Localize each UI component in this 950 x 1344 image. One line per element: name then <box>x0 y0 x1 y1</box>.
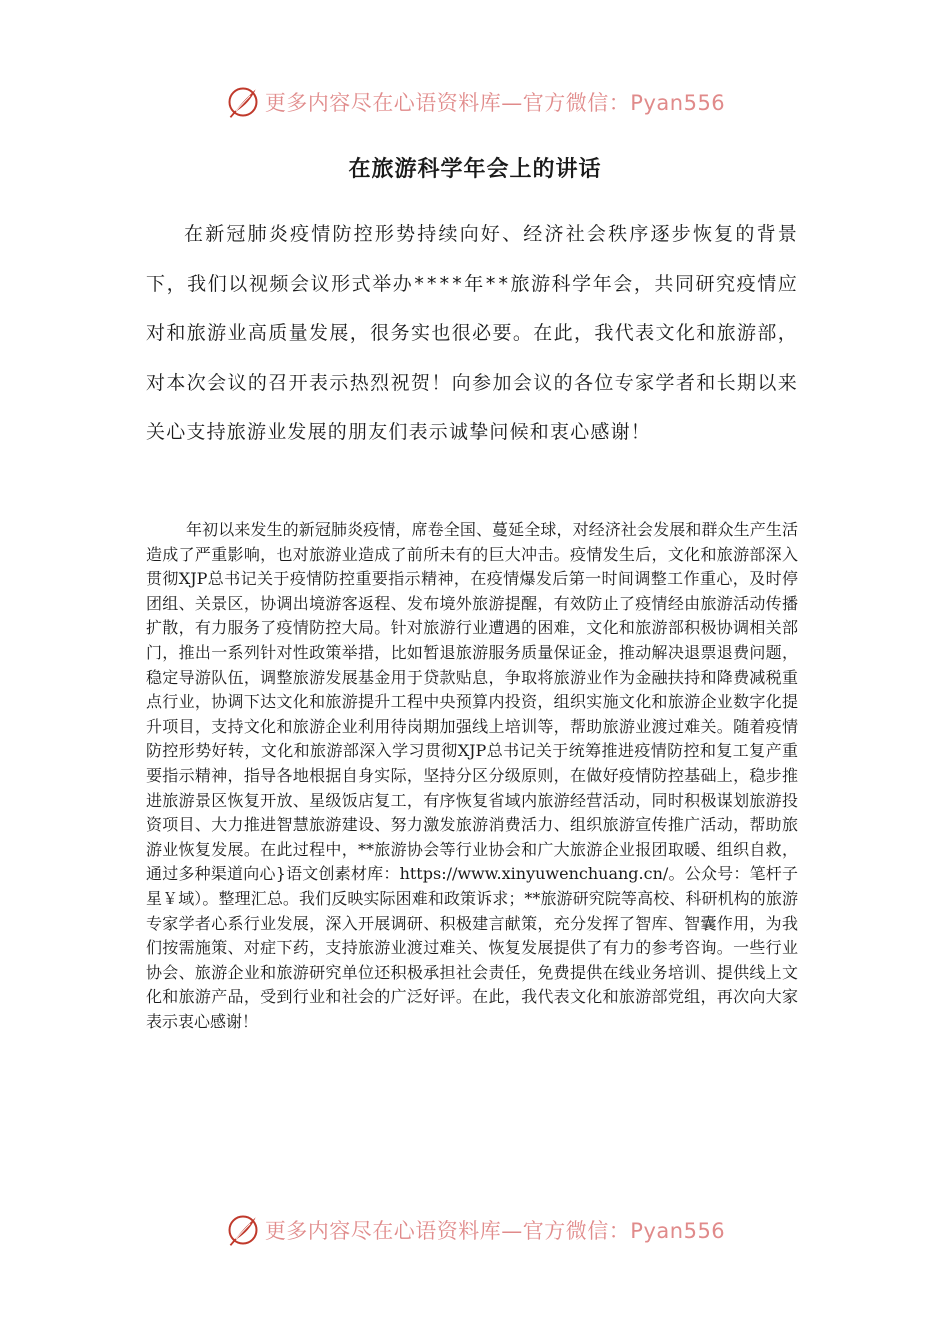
feather-pen-icon <box>225 1212 261 1248</box>
watermark-text: 更多内容尽在心语资料库—官方微信：Pyan556 <box>264 1219 726 1243</box>
watermark-text: 更多内容尽在心语资料库—官方微信：Pyan556 <box>264 91 726 115</box>
body-paragraph: 年初以来发生的新冠肺炎疫情，席卷全国、蔓延全球，对经济社会发展和群众生产生活造成了严重影响，也对旅游业造成了前所未有的巨大冲击。疫情发生后，文化和旅游部深入贯彻XJP总书记关于疫情防控重要指示精神，在疫情爆发后第一时间调整工作重心，及时停团组、关景区，协调出境游客返程、发布境外旅游提醒，有效防止了疫情经由旅游活动传播扩散，有力服务了疫情防控大局。针对旅游行业遭遇的困难，文化和旅游部积极协调相关部门，推出一系列针对性政策举措，比如暂退旅游服务质量保证金，推动解决退票退费问题，稳定导游队伍，调整旅游发展基金用于贷款贴息，争取将旅游业作为金融扶持和降费减税重点行业，协调下达文化和旅游提升工程中央预算内投资，组织实施文化和旅游企业数字化提升项目，支持文化和旅游企业利用待岗期加强线上培训等，帮助旅游业渡过难关。随着疫情防控形势好转，文化和旅游部深入学习贯彻XJP总书记关于统筹推进疫情防控和复工复产重要指示精神，指导各地根据自身实际，坚持分区分级原则，在做好疫情防控基础上，稳步推进旅游景区恢复开放、星级饭店复工，有序恢复省域内旅游经营活动，同时积极谋划旅游投资项目、大力推进智慧旅游建设、努力激发旅游消费活力、组织旅游宣传推广活动，帮助旅游业恢复发展。在此过程中，**旅游协会等行业协会和广大旅游企业报团取暖、组织自救，通过多种渠道向心}语文创素材库：https://www.xinyuwenchuang.cn/。公众号：笔杆子星￥域）。整理汇总。我们反映实际困难和政策诉求；**旅游研究院等高校、科研机构的旅游专家学者心系行业发展，深入开展调研、积极建言献策，充分发挥了智库、智囊作用，为我们按需施策、对症下药，支持旅游业渡过难关、恢复发展提供了有力的参考咨询。一些行业协会、旅游企业和旅游研究单位还积极承担社会责任，免费提供在线业务培训、提供线上文化和旅游产品，受到行业和社会的广泛好评。在此，我代表文化和旅游部党组，再次向大家表示衷心感谢！ <box>146 520 798 1031</box>
footer-watermark-banner <box>0 1208 950 1252</box>
intro-paragraph: 在新冠肺炎疫情防控形势持续向好、经济社会秩序逐步恢复的背景下，我们以视频会议形式举办****年**旅游科学年会，共同研究疫情应对和旅游业高质量发展，很务实也很必要。在此，我代表文化和旅游部，对本次会议的召开表示热烈祝贺！向参加会议的各位专家学者和长期以来关心支持旅游业发展的朋友们表示诚挚问候和衷心感谢！ <box>146 223 798 443</box>
header-watermark-banner <box>0 80 950 124</box>
feather-pen-icon <box>225 84 261 120</box>
document-title: 在旅游科学年会上的讲话 <box>348 157 602 182</box>
